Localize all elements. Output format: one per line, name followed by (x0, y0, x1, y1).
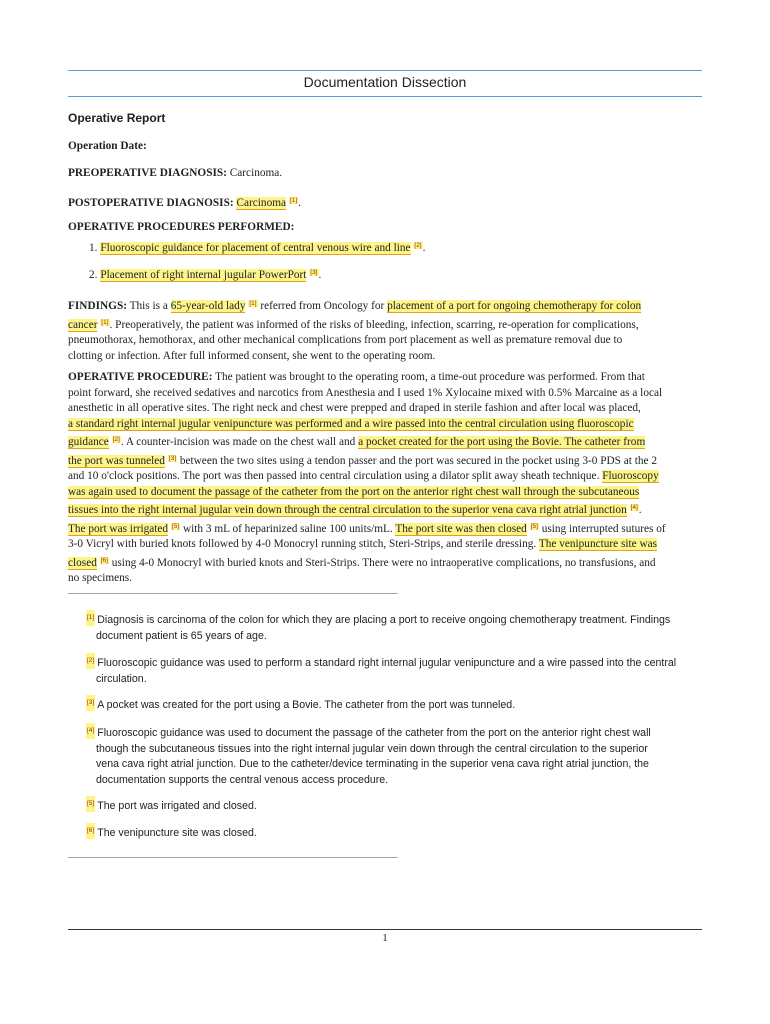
report-heading: Operative Report (68, 111, 166, 125)
procedures-heading (68, 220, 702, 236)
findings-text: pneumothorax, hemothorax, and other mechanical complications from port placement as well as premature removal due to (68, 334, 623, 346)
footnote-text: document patient is 65 years of age. (96, 629, 267, 642)
postop-diagnosis: POSTOPERATIVE DIAGNOSIS: Carcinoma [1]. (68, 197, 301, 209)
header-top-rule (68, 70, 702, 71)
highlight-tunnel: the port was tunneled (68, 454, 165, 467)
footnote-ref[interactable]: [3] (310, 269, 318, 276)
footnote-text: The port was irrigated and closed. (97, 800, 257, 812)
footnote-tag: [5] (86, 796, 95, 812)
postop-label: POSTOPERATIVE DIAGNOSIS: (68, 197, 234, 209)
footnote-text: vena cava right atrial junction. Due to the catheter/device terminating in the superior vena cava right atrial junction, the (96, 758, 649, 770)
highlight-venipuncture: a standard right internal jugular venipuncture was performed and a wire passed into the central circulation using fluoroscopic (68, 417, 634, 430)
procedure-item-text: Fluoroscopic guidance for placement of central venous wire and line (100, 242, 411, 254)
operative-procedure-paragraph: OPERATIVE PROCEDURE: The patient was brought to the operating room, a time-out procedure was performed. From that point forward, she received sedatives and narcotics from Anesthesia and I used 1% Xylocaine mixed with 0.5% Marcaine as a local anesthetic in all operative sites. The right neck and chest were prepped and draped in sterile fashion and after local was placed, a standard right internal jugular venipuncture was performed and a wire passed into the central circulation using fluoroscopic guidance [2]. A counter-incision was made on the chest wall and a pocket created for the port using the Bovie. The catheter from the port was tunneled [3] between the two sites using a tendon passer and the port was secured in the pocket using 3-0 PDS at the 2 and 10 o'clock positions. The port was then passed into central circulation using a dilator split away sheath technique. Fluoroscopy was again used to document the passage of the catheter from the port on the anterior right chest wall through the subcutaneous tissues into the right internal jugular vein down through the central circulation to the superior vena cava right atrial junction [4]. The port was irrigated [5] with 3 mL of heparinized saline 100 units/mL. The port site was then closed [5] using interrupted sutures of 3-0 Vicryl with buried knots followed by 4-0 Monocryl running stitch, Steri-Strips, and sterile dressing. The venipuncture site was closed [6] using 4-0 Monocryl with buried knots and Steri-Strips. There were no intraoperative complications, no transfusions, and no specimens. (68, 370, 702, 587)
preop-label: PREOPERATIVE DIAGNOSIS: (68, 167, 227, 179)
procedure-item-1: 1. Fluoroscopic guidance for placement of central venous wire and line [2]. (89, 242, 426, 254)
footnote-text: Fluoroscopic guidance was used to perform a standard right internal jugular venipuncture and a wire passed into the central (97, 657, 677, 669)
list-number: 2. (89, 269, 98, 281)
footnote-2 (86, 653, 702, 687)
header-bottom-rule (68, 96, 702, 97)
operation-date (68, 139, 702, 155)
footnote-text: though the subcutaneous tissues into the right internal jugular vein down through the central circulation to the superior (96, 742, 648, 755)
footnote-separator-top: ___________________________________________________________________ (68, 586, 397, 597)
findings-text: clotting or infection. After full informed consent, she went to the operating room. (68, 349, 436, 362)
footnote-separator-bottom: ___________________________________________________________________ (68, 850, 397, 861)
operation-date-label: Operation Date: (68, 140, 147, 152)
footnote-4 (86, 723, 702, 788)
footnote-text: A pocket was created for the port using a Bovie. The catheter from the port was tunneled. (97, 699, 516, 711)
procedure-text: 3-0 Vicryl with buried knots followed by 4-0 Monocryl running stitch, Steri-Strips, and sterile dressing. (68, 538, 539, 550)
findings-paragraph (68, 296, 702, 364)
footnote-text: The venipuncture site was closed. (97, 827, 257, 839)
procedure-text: anesthetic in all operative sites. The right neck and chest were prepped and draped in sterile fashion and after local was placed, (68, 402, 641, 414)
procedure-text: point forward, she received sedatives and narcotics from Anesthesia and I used 1% Xylocaine mixed with 0.5% Marcaine as a local (68, 386, 663, 399)
highlight-venipuncture-cont: guidance (68, 436, 109, 448)
highlight-venipuncture-closed: The venipuncture site was (538, 538, 658, 550)
footnote-ref[interactable]: [1] (249, 300, 257, 307)
highlight-venipuncture-closed-cont: closed (68, 556, 97, 569)
footer-rule (68, 929, 702, 930)
highlight-port-cont: cancer (68, 318, 98, 331)
findings-text: referred from Oncology for (257, 300, 388, 312)
procedure-text: no specimens. (68, 572, 133, 584)
footnote-ref[interactable]: [5] (171, 522, 180, 530)
footnote-ref[interactable]: [1] (101, 318, 109, 326)
highlight-irrigated: The port was irrigated (68, 522, 169, 535)
highlight-port-closed: The port site was then closed (395, 522, 527, 535)
footnote-ref[interactable]: [2] (112, 436, 120, 443)
footnote-text: Diagnosis is carcinoma of the colon for which they are placing a port to receive ongoing chemotherapy treatment. Findings (97, 614, 671, 626)
procedure-text: using 4-0 Monocryl with buried knots and Steri-Strips. There were no intraoperative complications, no transfusions, and (108, 556, 656, 569)
procedure-label: OPERATIVE PROCEDURE: (68, 371, 213, 383)
preop-value: Carcinoma. (229, 167, 283, 179)
findings-text: This is a (127, 300, 171, 312)
postop-value: Carcinoma (236, 197, 287, 209)
procedure-text: and 10 o'clock positions. The port was then passed into central circulation using a dilator split away sheath technique. (68, 470, 603, 482)
procedure-text: with 3 mL of heparinized saline 100 units/mL. (180, 522, 396, 535)
list-number: 1. (89, 242, 98, 254)
page-number: 1 (382, 932, 388, 944)
highlight-pocket: a pocket created for the port using the Bovie. The catheter from (358, 436, 646, 448)
highlight-fluoroscopy-cont: tissues into the right internal jugular vein down through the central circulation to the superior vena cava right atrial junction (68, 504, 627, 516)
footnote-5 (86, 796, 702, 815)
footnote-ref[interactable]: [1] (289, 197, 298, 204)
preop-diagnosis (68, 166, 702, 182)
footnote-text: Fluoroscopic guidance was used to document the passage of the catheter from the port on the anterior right chest wall (97, 727, 651, 739)
findings-label: FINDINGS: (68, 300, 127, 312)
footnote-tag: [6] (86, 823, 95, 839)
footnote-6 (86, 823, 702, 842)
footnote-tag: [2] (86, 653, 95, 669)
footnote-tag: [1] (86, 610, 95, 626)
footnote-ref[interactable]: [5] (530, 522, 538, 530)
footnote-ref[interactable]: [3] (168, 454, 177, 462)
footnote-tag: [3] (86, 695, 95, 711)
procedure-text: The patient was brought to the operating room, a time-out procedure was performed. From that (212, 371, 645, 383)
highlight-fluoroscopy-cont: was again used to document the passage of the catheter from the port on the anterior right chest wall through the subcutaneous (68, 485, 640, 498)
footnote-1 (86, 610, 702, 644)
footnote-text: documentation supports the central venous access procedure. (96, 773, 389, 786)
highlight-fluoroscopy: Fluoroscopy (602, 470, 659, 482)
findings-text: . Preoperatively, the patient was informed of the risks of bleeding, infection, scarring, re-operation for complications, (109, 318, 639, 331)
procedure-item-text: Placement of right internal jugular PowerPort (100, 269, 307, 281)
highlight-port: placement of a port for ongoing chemotherapy for colon (387, 300, 642, 312)
procedure-text: between the two sites using a tendon passer and the port was secured in the pocket using 3-0 PDS at the 2 (177, 454, 658, 467)
footnote-3 (86, 695, 702, 714)
highlight-age: 65-year-old lady (170, 300, 246, 312)
procedure-text: using interrupted sutures of (538, 522, 666, 535)
procedures-label: OPERATIVE PROCEDURES PERFORMED: (68, 221, 295, 233)
footnote-ref[interactable]: [4] (630, 504, 638, 511)
procedure-item-2: 2. Placement of right internal jugular PowerPort [3]. (89, 269, 322, 281)
procedure-text: . A counter-incision was made on the chest wall and (120, 436, 359, 448)
page-title: Documentation Dissection (303, 74, 467, 90)
footnote-text: circulation. (96, 672, 147, 685)
footnote-ref[interactable]: [2] (414, 242, 422, 249)
footnote-ref[interactable]: [6] (100, 556, 108, 564)
footnote-tag: [4] (86, 723, 95, 739)
